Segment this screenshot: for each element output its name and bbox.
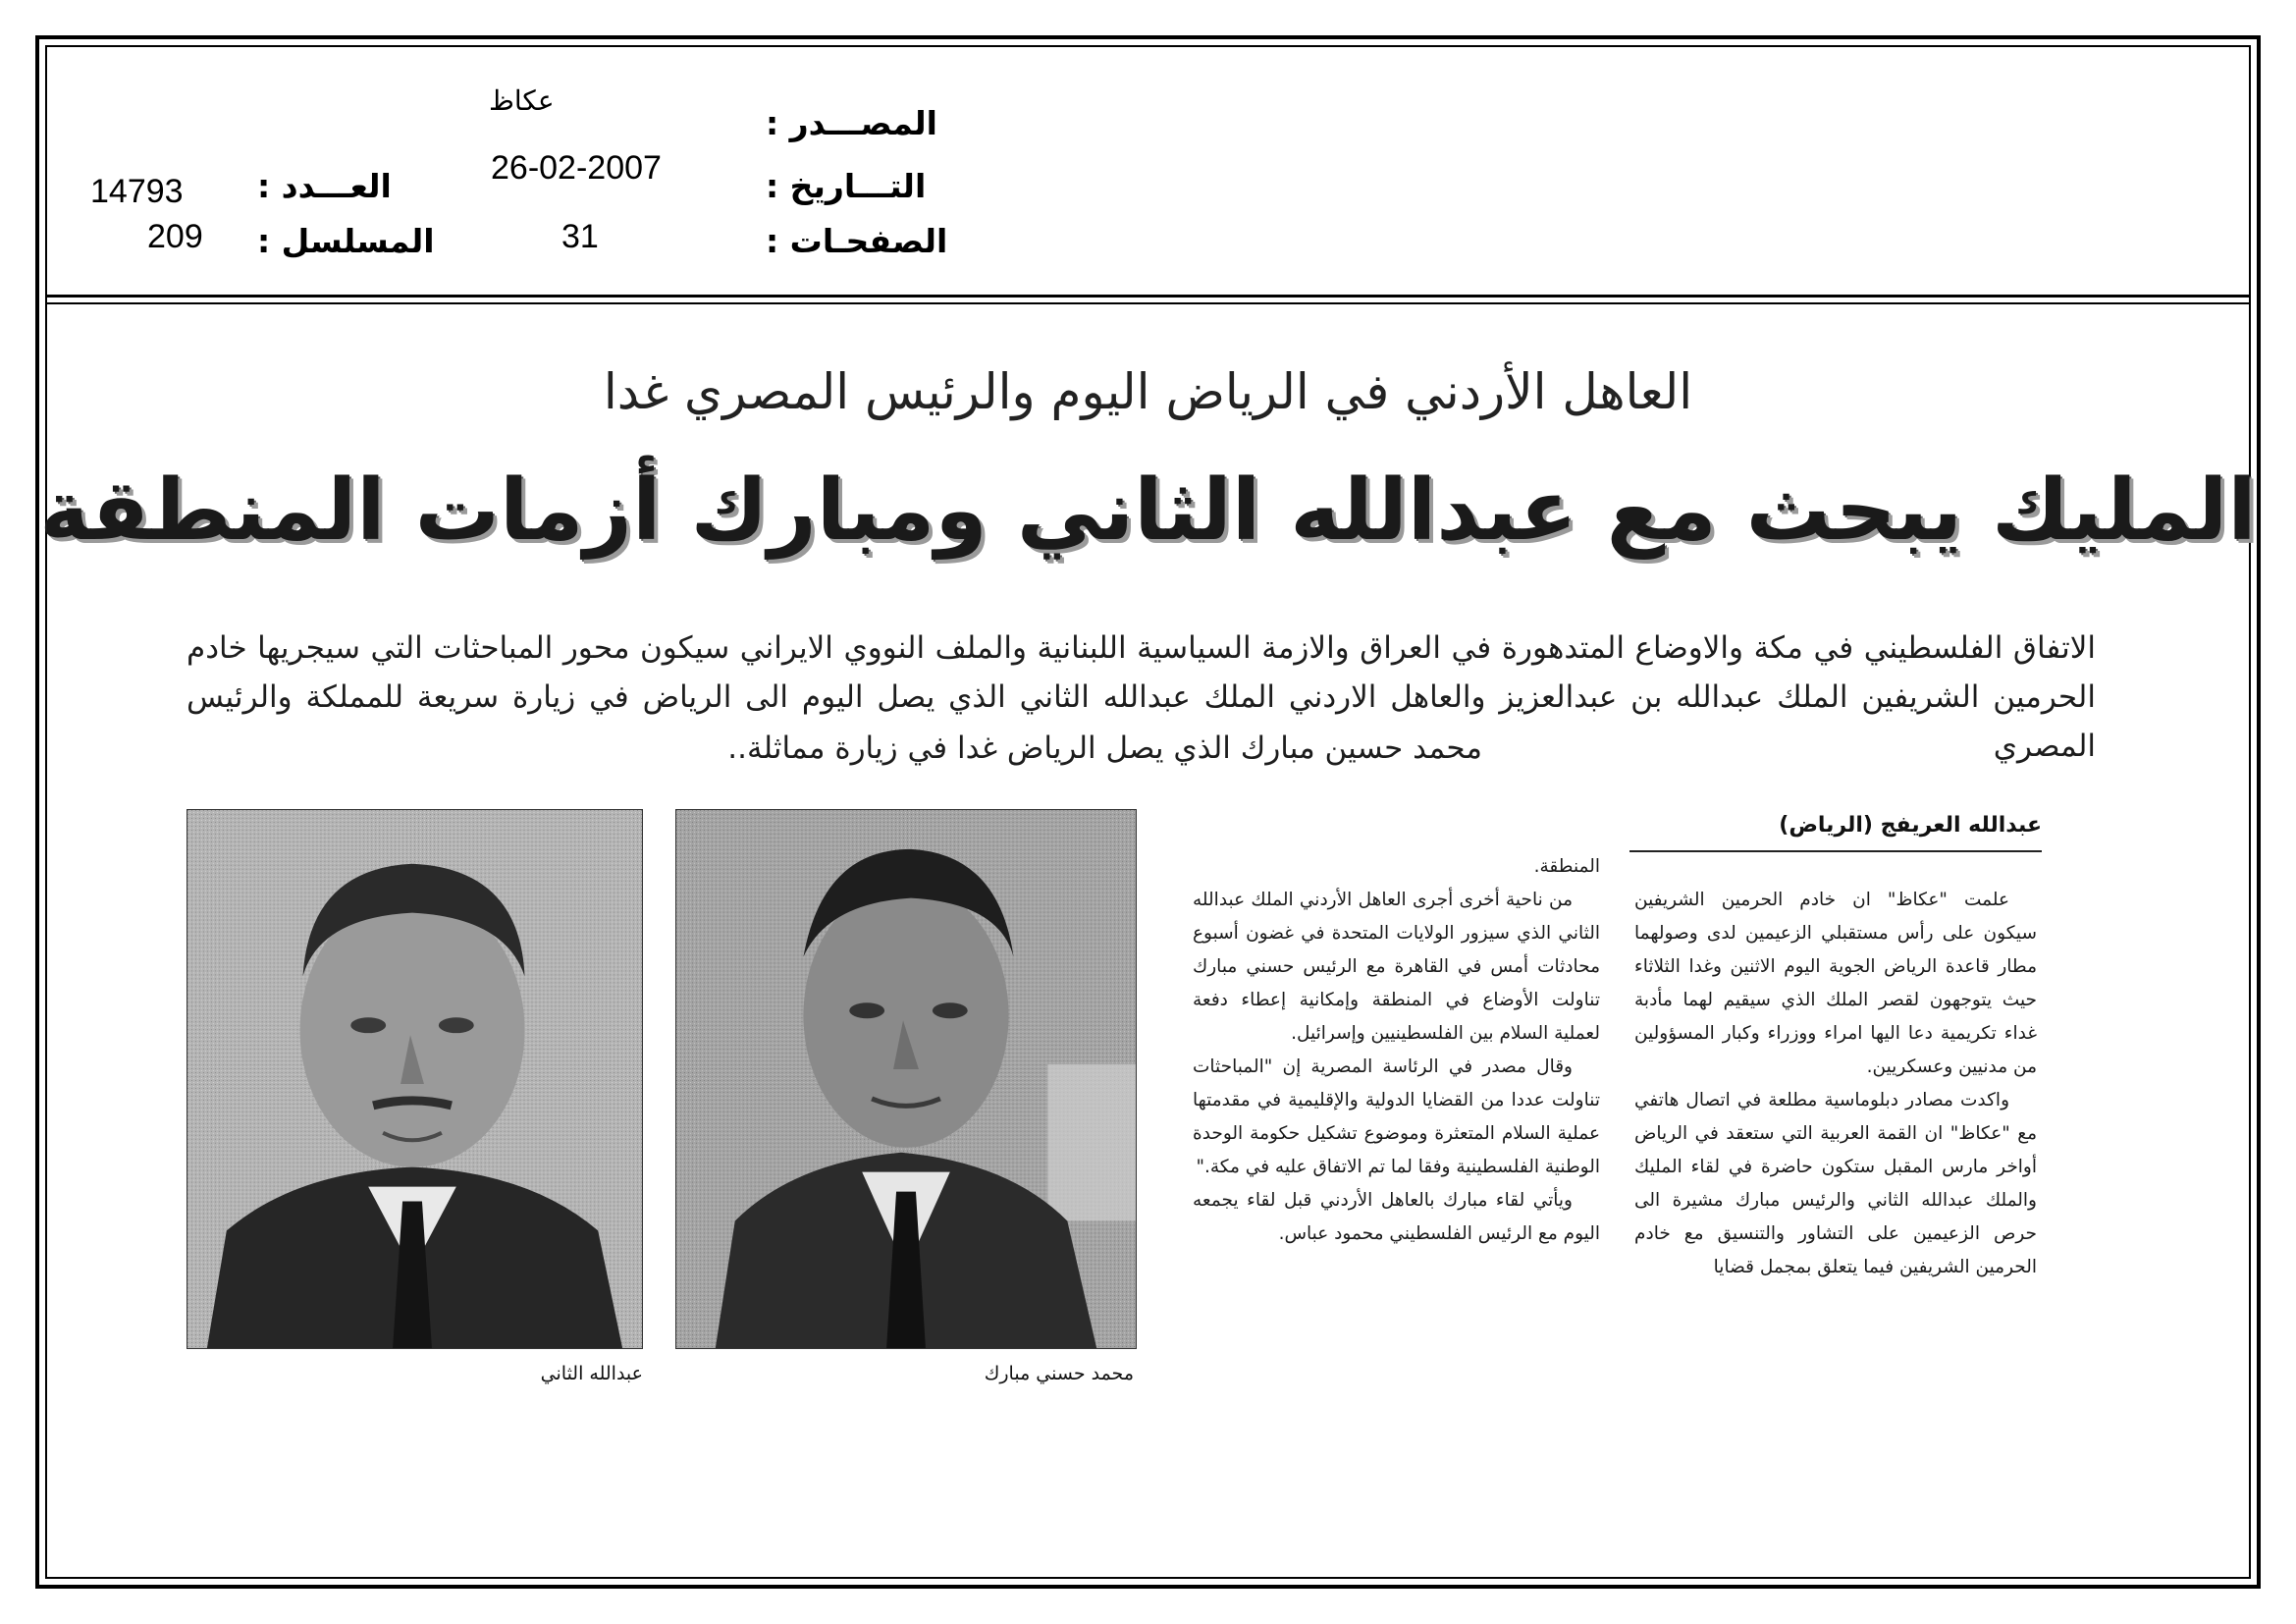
paragraph: علمت "عكاظ" ان خادم الحرمين الشريفين سيكون على رأس مستقبلي الزعيمين لدى وصولهما مطار قاعدة الرياض الجوية اليوم الاثنين وغدا الثلاثاء حيث يتوجهون لقصر الملك الذي سيقيم لهما مأدبة غداء تكريمية دعا اليها امراء ووزراء وكبار المسؤولين من مدنيين وعسكريين. [1634,890,2037,1077]
pages-label: الصفحـات : [766,222,948,260]
pages-value: 31 [561,218,599,255]
paragraph: المنطقة. [1533,856,1600,877]
article-lead-last-line: محمد حسين مبارك الذي يصل الرياض غدا في زيارة مماثلة.. [727,731,1482,766]
photo-caption-mubarak: محمد حسني مبارك [984,1363,1134,1384]
byline: عبدالله العريفج (الرياض) [1779,813,2042,838]
issue-value: 14793 [90,173,184,210]
text-column-right [1634,884,2037,1284]
article-lead: الاتفاق الفلسطيني في مكة والاوضاع المتدهورة في العراق والازمة السياسية اللبنانية والملف النووي الايراني سيكون محور المباحثات التي سيجريها خادم الحرمين الشريفين الملك عبدالله بن عبدالعزيز والعاهل الاردني الملك عبدالله الثاني الذي يصل اليوم الى الرياض في زيارة سريعة للمملكة والرئيس المصري [187,630,2096,764]
photo-mubarak [675,809,1137,1349]
paragraph: ويأتي لقاء مبارك بالعاهل الأردني قبل لقاء يجمعه اليوم مع الرئيس الفلسطيني محمود عباس. [1193,1190,1600,1244]
header-divider [45,295,2251,298]
paragraph: واكدت مصادر دبلوماسية مطلعة في اتصال هاتفي مع "عكاظ" ان القمة العربية التي ستعقد في الرياض أواخر مارس المقبل ستكون حاضرة في لقاء المليك والملك عبدالله الثاني والرئيس مبارك مشيرة الى حرص الزعيمين على التشاور والتنسيق مع خادم الحرمين الشريفين فيما يتعلق بمجمل قضايا [1634,1090,2037,1277]
photo-abdullah [187,809,643,1349]
paragraph: وقال مصدر في الرئاسة المصرية إن "المباحثات تناولت عددا من القضايا الدولية والإقليمية في مقدمتها عملية السلام المتعثرة وموضوع تشكيل حكومة الوحدة الوطنية الفلسطينية وفقا لما تم الاتفاق عليه في مكة." [1193,1056,1600,1177]
date-label: التـــاريخ : [766,167,927,205]
article-kicker: العاهل الأردني في الرياض اليوم والرئيس المصري غدا [603,363,1693,420]
header-divider-inner [45,302,2251,304]
serial-label: المسلسل : [257,222,435,260]
byline-rule [1629,850,2042,852]
issue-label: العـــدد : [257,167,392,205]
paragraph: من ناحية أخرى أجرى العاهل الأردني الملك عبدالله الثاني الذي سيزور الولايات المتحدة في غضون أسبوع محادثات أمس في القاهرة مع الرئيس حسني مبارك تناولت الأوضاع في المنطقة وإمكانية إعطاء دفعة لعملية السلام بين الفلسطينيين وإسرائيل. [1193,890,1600,1044]
photo-caption-abdullah: عبدالله الثاني [540,1363,643,1384]
text-column-middle [1193,850,1600,1251]
article-headline: المليك يبحث مع عبدالله الثاني ومبارك أزمات المنطقة [39,461,2257,560]
source-label: المصـــدر : [766,104,937,142]
portrait-mubarak-image [676,810,1136,1348]
source-value: عكاظ [489,85,555,116]
date-value: 26-02-2007 [491,149,662,187]
serial-value: 209 [147,218,203,255]
portrait-abdullah-image [187,810,642,1348]
